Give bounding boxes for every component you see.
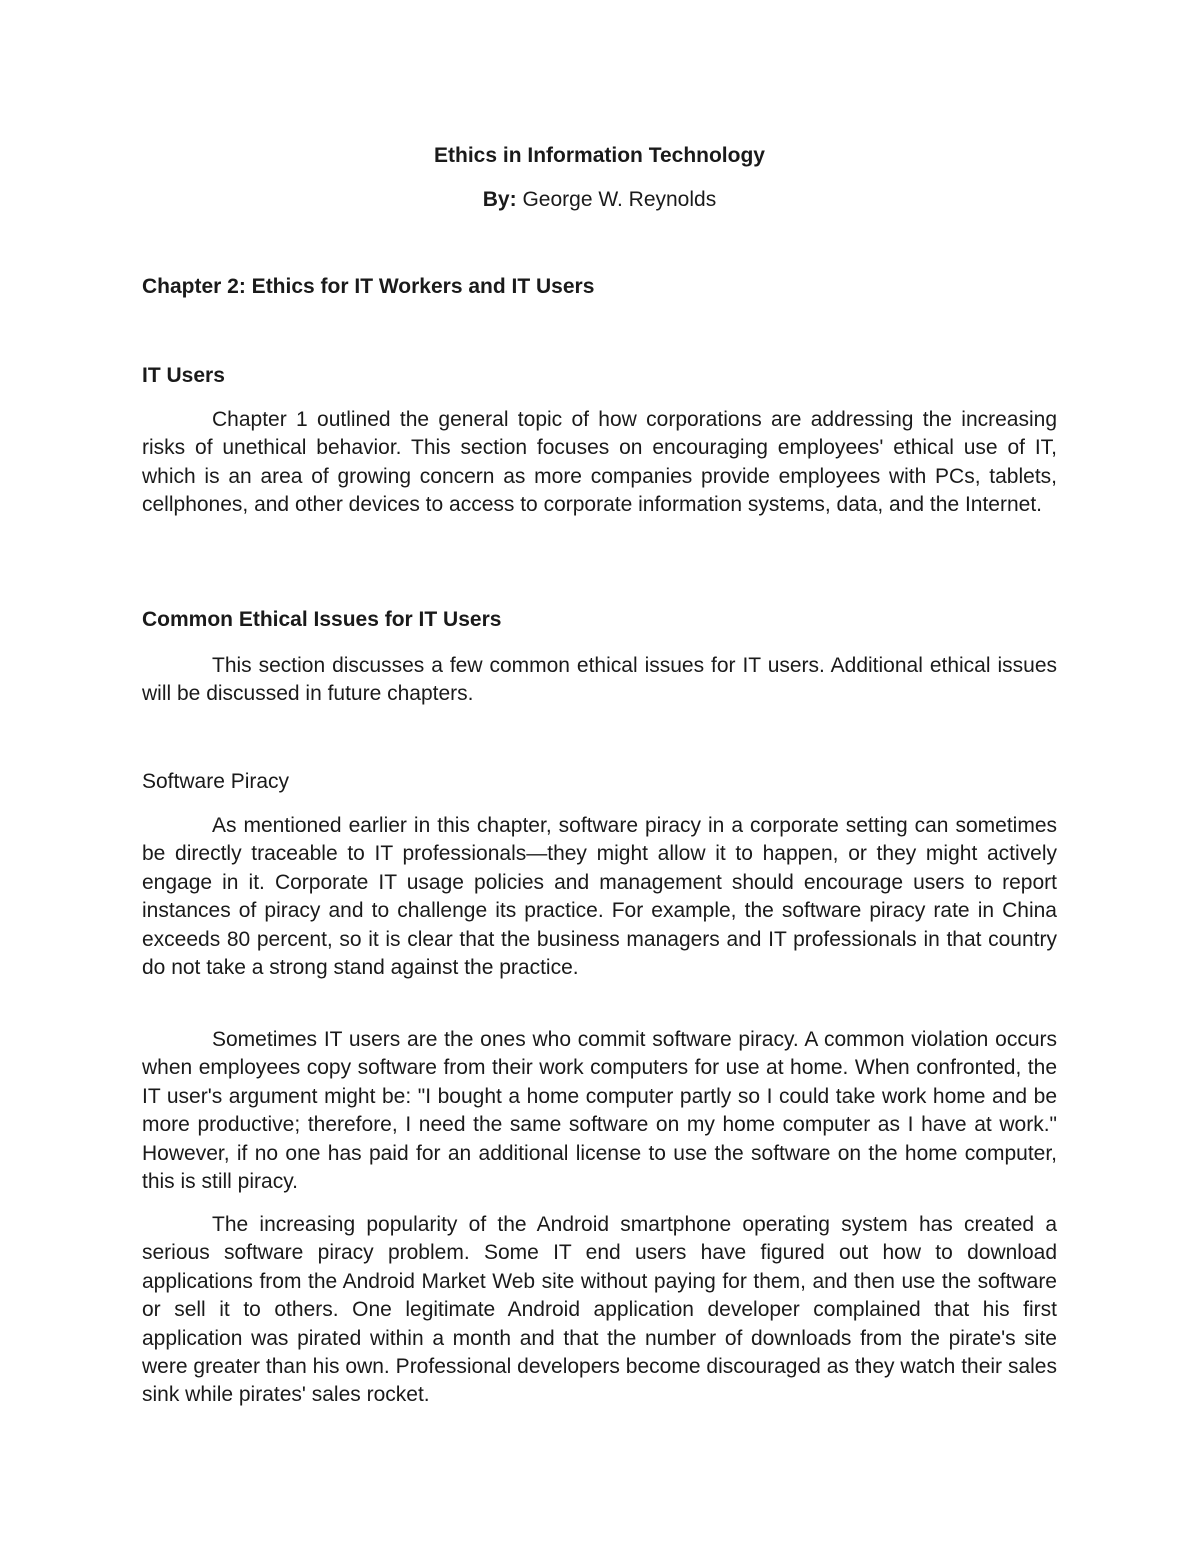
paragraph-piracy-2: Sometimes IT users are the ones who commit software piracy. A common violation occurs when employees copy software from their work computers for use at home. When confronted, the IT user's argument might be: "I bought a home computer partly so I could take work home and be more productive; therefore, I need the same software on my home computer as I have at work." However, if no one has paid for an additional license to use the software on the home computer, this is still piracy.: [142, 1028, 1057, 1194]
byline-label: By:: [482, 188, 517, 211]
section-heading-common-issues: Common Ethical Issues for IT Users: [142, 608, 502, 631]
paragraph-piracy-1: As mentioned earlier in this chapter, software piracy in a corporate setting can sometimes be directly traceable to IT professionals—they might allow it to happen, or they might actively engage in it. Corporate IT usage policies and management should encourage users to report instances of piracy and to challenge its practice. For example, the software piracy rate in China exceeds 80 percent, so it is clear that the business managers and IT professionals in that country do not take a strong stand against the practice.: [142, 814, 1057, 980]
paragraph-common-issues: This section discusses a few common ethical issues for IT users. Additional ethical issues will be discussed in future chapters.: [142, 654, 1057, 706]
section-heading-software-piracy: Software Piracy: [142, 770, 290, 793]
document-title: Ethics in Information Technology: [434, 144, 765, 167]
paragraph-it-users: Chapter 1 outlined the general topic of how corporations are addressing the increasing risks of unethical behavior. This section focuses on encouraging employees' ethical use of IT, which is an area of growing concern as more companies provide employees with PCs, tablets, cellphones, and other devices to access to corporate information systems, data, and the Internet.: [142, 408, 1057, 517]
paragraph-piracy-3: The increasing popularity of the Android smartphone operating system has created a serious software piracy problem. Some IT end users have figured out how to download applications from the Android Market Web site without paying for them, and then use the software or sell it to others. One legitimate Android application developer complained that his first application was pirated within a month and that the number of downloads from the pirate's site were greater than his own. Professional developers become discouraged as they watch their sales sink while pirates' sales rocket.: [142, 1213, 1057, 1407]
section-heading-it-users: IT Users: [142, 364, 225, 387]
byline: [142, 186, 1057, 214]
chapter-heading: Chapter 2: Ethics for IT Workers and IT Users: [142, 275, 595, 298]
byline-author: George W. Reynolds: [522, 188, 717, 211]
